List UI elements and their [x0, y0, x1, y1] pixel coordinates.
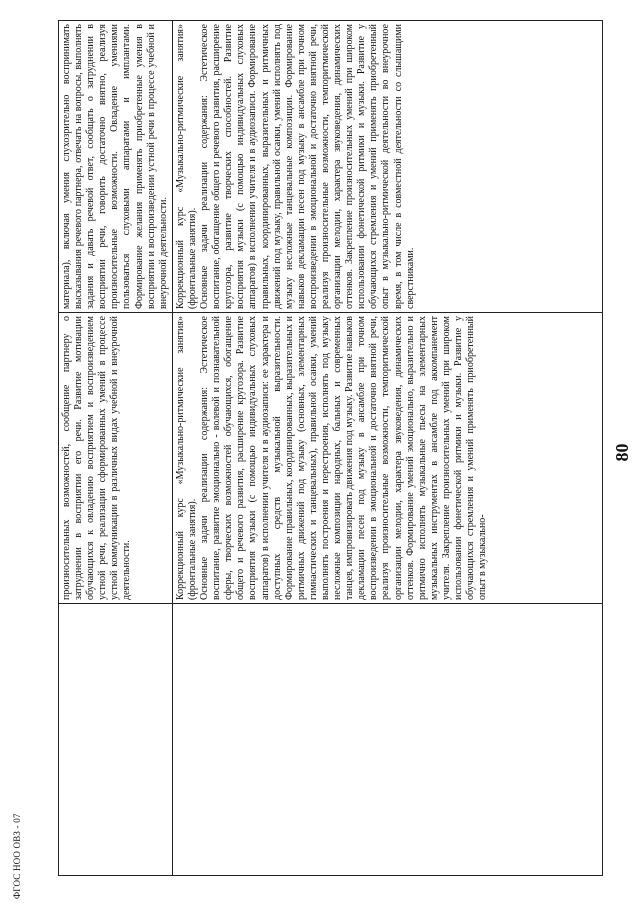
- table-row: [59, 21, 173, 876]
- footer-label: ФГОС НОО ОВЗ - 07: [12, 813, 22, 899]
- left-cell-row2: [172, 604, 602, 876]
- right-cell-row1: [59, 21, 173, 313]
- page-number: 80: [612, 443, 632, 462]
- section-title: Коррекционный курс «Музыкально-ритмические занятия» (фронтальные занятия).: [174, 24, 198, 309]
- section-body: Основные задачи реализации содержания: Эстетическое воспитание, развитие эмоционально - волевой и познавательной сферы, творческих возможностей обучающихся, обогащение общего и речевого развития, расширение кругозора. Развитие восприятия музыки (с помощью индивидуальных слуховых аппаратов) в исполнении учителя и в аудиозаписи: ее характера и доступных средств музыкальной выразительности. Формирование правильных, координированных, выразительных и ритмичных движений под музыку (основных, элементарных гимнастических и танцевальных), правильной осанки, умений выполнять построения и перестроения, исполнять под музыку несложные композиции народных, бальных и современных танцев, импровизировать движения под музыку. Развитие навыков декламации песен под музыку в ансамбле при точном воспроизведении в эмоциональной и достаточно внятной речи, реализуя произносительные возможности, темпоритмической организации мелодии, характера звуковедения, динамических оттенков. Формирование умений эмоционально, выразительно и ритмично исполнять музыкальные пьесы на элементарных музыкальных инструментах в ансамбле под аккомпанемент учителя. Закрепление произносительных умений при широком использовании фонетической ритмики и музыки. Развитие у обучающихся стремления и умений применять приобретенный опыт в музыкально-: [199, 316, 489, 600]
- middle-cell-row2: [172, 313, 602, 604]
- section-title: Коррекционный курс «Музыкально-ритмические занятия» (фронтальные занятия).: [174, 316, 198, 600]
- section-body: Основные задачи реализации содержания: Эстетическое воспитание, обогащение общего и речевого развития, расширение кругозора, развитие творческих способностей. Развитие восприятия музыки (с помощью индивидуальных слуховых аппаратов) в исполнении учителя и в аудиозаписи. Формирование правильных, координированных, выразительных и ритмичных движений под музыку, правильной осанки, умений исполнять под музыку несложные танцевальные композиции. Формирование навыков декламации песен под музыку в ансамбле при точном воспроизведении в эмоциональной и достаточно внятной речи, реализуя произносительные возможности, темпоритмической организации мелодии, характера звуковедения, динамических оттенков. Закрепление произносительных умений при широком использовании фонетической ритмики и музыки. Развитие у обучающихся стремления и умений применять приобретенный опыт в музыкально-ритмической деятельности во внеурочное время, в том числе в совместной деятельности со слышащими сверстниками.: [199, 24, 416, 309]
- left-cell-row1: [59, 604, 173, 876]
- right-cell-row2: [172, 21, 602, 313]
- content-table: [58, 20, 603, 876]
- table-row: [172, 21, 602, 876]
- middle-cell-text: произносительных возможностей, сообщение партнеру о затруднении в восприятии его речи. Развитие мотивации обучающихся к овладению восприятием и воспроизведением устной речи, реализации сформированных умений в процессе устной коммуникации в различных видах учебной и внеурочной деятельности.: [61, 316, 133, 600]
- right-cell-text: материала), включая умения слухозрительно воспринимать высказывания речевого партнера, отвечать на вопросы, выполнять задания и давать речевой ответ, сообщать о затруднении в восприятии речи, говорить достаточно внятно, реализуя произносительные возможности. Овладение умениями пользоваться слуховыми аппаратами и имплантами. Формирование желания применять приобретенные умения в восприятии и воспроизведении устной речи в процессе учебной и внеурочной деятельности.: [61, 24, 169, 309]
- middle-cell-row1: [59, 313, 173, 604]
